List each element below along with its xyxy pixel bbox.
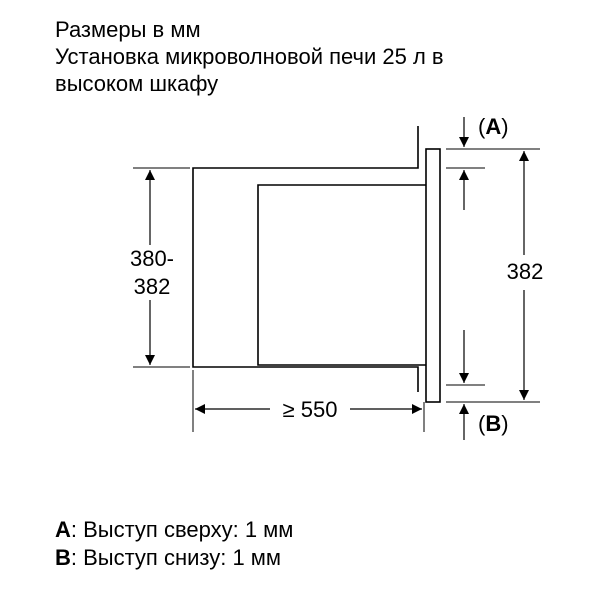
height-right-value: 382 [506,259,544,284]
label-b-close: ) [501,411,509,436]
bottom-projection-marker [446,330,509,440]
label-a-close: ) [501,114,509,139]
note-b [55,544,293,572]
height-left-value-line-1: 380- [129,246,175,271]
svg-text:(B) [478,411,509,436]
label-a-open: ( [478,114,486,139]
label-b-open: ( [478,411,486,436]
height-left-value-line-2: 382 [133,274,171,299]
note-b-text: : Выступ снизу: 1 мм [70,545,282,570]
note-a-letter: A [55,517,71,542]
top-projection-marker [446,114,509,210]
height-dimension-left [130,168,190,367]
height-dimension-right [446,149,543,402]
title-install-line-2: высоком шкафу [55,71,219,96]
depth-dimension [193,370,424,432]
cabinet-niche-outline [193,126,418,392]
note-a-text: : Выступ сверху: 1 мм [70,517,294,542]
microwave-front-panel [426,149,440,402]
label-b-letter: B [485,411,502,436]
label-a-letter: A [485,114,502,139]
legend-notes [55,516,293,572]
note-b-letter: B [55,545,71,570]
microwave-body-outline [258,185,426,365]
note-a [55,516,293,544]
title-install-line-1: Установка микроволновой печи 25 л в [55,44,444,69]
depth-value: ≥ 550 [282,397,338,422]
svg-text:(A) [478,114,509,139]
title-dimensions: Размеры в мм [55,17,201,42]
